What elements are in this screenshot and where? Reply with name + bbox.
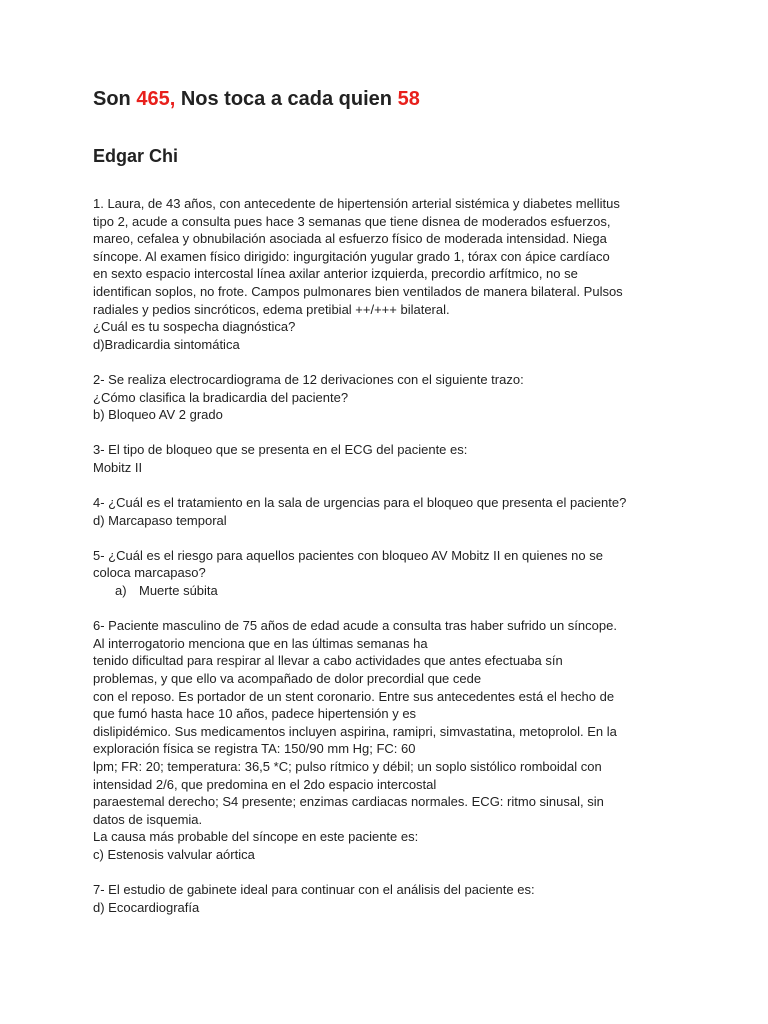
question-4 (93, 494, 683, 529)
title-prefix: Son (93, 88, 137, 110)
question-6-line: exploración física se registra TA: 150/90 mm Hg; FC: 60 (93, 741, 416, 757)
question-5-answer-text: Muerte súbita (139, 583, 218, 599)
question-1-line: mareo, cefalea y obnubilación asociada al esfuerzo físico de moderada intensidad. Niega (93, 231, 607, 247)
question-3-prompt: 3- El tipo de bloqueo que se presenta en el ECG del paciente es: (93, 442, 468, 458)
question-1-line: tipo 2, acude a consulta pues hace 3 semanas que tiene disnea de moderados esfuerzos, (93, 213, 611, 229)
question-6-line: con el reposo. Es portador de un stent coronario. Entre sus antecedentes está el hecho de (93, 688, 615, 704)
question-6-line: 6- Paciente masculino de 75 años de edad acude a consulta tras haber sufrido un síncope. (93, 618, 617, 634)
title-total: 465, (136, 88, 176, 110)
question-1-line: síncope. Al examen físico dirigido: ingurgitación yugular grado 1, tórax con ápice cardíaco (93, 248, 610, 264)
question-4-answer: d) Marcapaso temporal (93, 512, 227, 528)
paragraph-gap (93, 600, 683, 618)
question-6-line: datos de isquemia. (93, 811, 203, 827)
paragraph-gap (93, 864, 683, 882)
author-name: Edgar Chi (93, 146, 179, 166)
question-5-answer (93, 582, 683, 600)
question-1-line: radiales y pedios sincróticos, edema pretibial ++/+++ bilateral. (93, 301, 450, 317)
question-6-line: tenido dificultad para respirar al llevar a cabo actividades que antes efectuaba sín (93, 653, 563, 669)
question-6-line: paraestemal derecho; S4 presente; enzimas cardiacas normales. ECG: ritmo sinusal, sin (93, 794, 604, 810)
paragraph-gap (93, 353, 683, 371)
list-marker: a) (115, 583, 127, 599)
question-6-line: Al interrogatorio menciona que en las últimas semanas ha (93, 635, 428, 651)
document-title (93, 88, 420, 111)
question-6-line: que fumó hasta hace 10 años, padece hipertensión y es (93, 706, 417, 722)
title-share: 58 (397, 88, 420, 110)
question-7 (93, 881, 683, 916)
question-1-line: identifican soplos, no frote. Campos pulmonares bien ventilados de manera bilateral. Pulsos (93, 283, 623, 299)
question-6-line: intensidad 2/6, que predomina en el 2do espacio intercostal (93, 776, 437, 792)
question-1-line: 1. Laura, de 43 años, con antecedente de hipertensión arterial sistémica y diabetes mellitus (93, 196, 620, 211)
question-4-prompt: 4- ¿Cuál es el tratamiento en la sala de urgencias para el bloqueo que presenta el paciente? (93, 495, 627, 511)
title-middle: Nos toca a cada quien (175, 88, 398, 110)
question-3-answer: Mobitz II (93, 459, 143, 475)
question-2 (93, 371, 683, 424)
question-1-prompt: ¿Cuál es tu sospecha diagnóstica? (93, 319, 296, 335)
question-1-answer: d)Bradicardia sintomática (93, 336, 240, 352)
question-5-line: 5- ¿Cuál es el riesgo para aquellos pacientes con bloqueo AV Mobitz II en quienes no se (93, 547, 603, 563)
question-6-prompt: La causa más probable del síncope en este paciente es: (93, 829, 419, 845)
document-body (93, 195, 683, 916)
paragraph-gap (93, 477, 683, 495)
paragraph-gap (93, 529, 683, 547)
question-2-answer: b) Bloqueo AV 2 grado (93, 407, 223, 423)
question-1-line: en sexto espacio intercostal línea axilar anterior izquierda, precordio arfítmico, no se (93, 266, 578, 282)
question-5 (93, 547, 683, 600)
question-7-prompt: 7- El estudio de gabinete ideal para continuar con el análisis del paciente es: (93, 882, 535, 898)
question-3 (93, 441, 683, 476)
question-2-prompt: ¿Cómo clasifica la bradicardia del paciente? (93, 389, 349, 405)
question-7-answer: d) Ecocardiografía (93, 899, 200, 915)
question-6-line: problemas, y que ello va acompañado de dolor precordial que cede (93, 671, 482, 687)
paragraph-gap (93, 424, 683, 442)
question-5-prompt: coloca marcapaso? (93, 565, 206, 581)
question-6-answer: c) Estenosis valvular aórtica (93, 846, 255, 862)
question-6-line: lpm; FR: 20; temperatura: 36,5 *C; pulso rítmico y débil; un soplo sistólico romboidal con (93, 759, 602, 774)
question-6 (93, 617, 683, 863)
question-1 (93, 195, 683, 353)
question-6-line: dislipidémico. Sus medicamentos incluyen aspirina, ramipri, simvastatina, metoprolol. En la (93, 723, 617, 739)
question-2-line: 2- Se realiza electrocardiograma de 12 derivaciones con el siguiente trazo: (93, 371, 524, 387)
